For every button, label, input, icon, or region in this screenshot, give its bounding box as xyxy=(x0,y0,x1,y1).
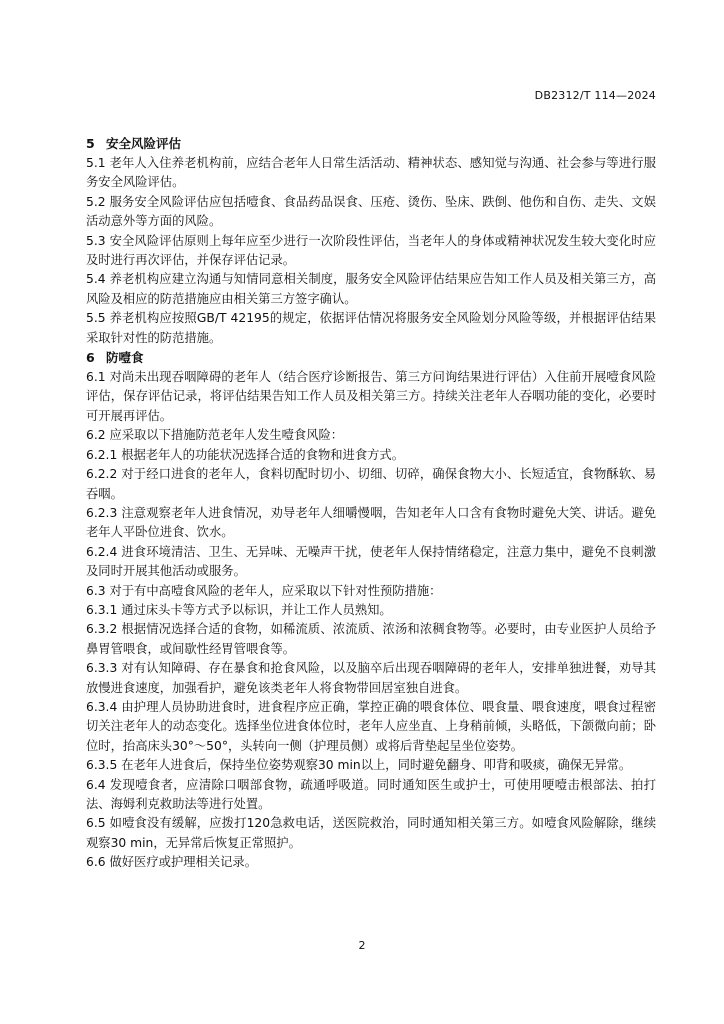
clause-paragraph: 5.4 养老机构应建立沟通与知情同意相关制度，服务安全风险评估结果应告知工作人员及相关第三方，高风险及相应的防范措施应由相关第三方签字确认。 xyxy=(86,272,656,306)
clause-paragraph: 6.4 发现噎食者，应清除口咽部食物，疏通呼吸道。同时通知医生或护士，可使用哽噎击根部法、拍打法、海姆利克救助法等进行处置。 xyxy=(86,777,656,811)
clause-paragraph: 5.2 服务安全风险评估应包括噎食、食品药品误食、压疮、烫伤、坠床、跌倒、他伤和自伤、走失、文娱活动意外等方面的风险。 xyxy=(86,194,656,229)
clause-paragraph: 6.2.3 注意观察老年人进食情况，劝导老年人细嚼慢咽，告知老年人口含有食物时避免大笑、讲话。避免老年人平卧位进食、饮水。 xyxy=(86,505,656,540)
clause-paragraph: 5.3 安全风险评估原则上每年应至少进行一次阶段性评估，当老年人的身体或精神状况发生较大变化时应及时进行再次评估，并保存评估记录。 xyxy=(86,233,656,268)
section-title: 安全风险评估 xyxy=(106,136,182,151)
clause-paragraph: 6.5 如噎食没有缓解，应拨打120急救电话，送医院救治，同时通知相关第三方。如噎食风险解除，继续观察30 min，无异常后恢复正常照护。 xyxy=(86,816,656,850)
clause-paragraph: 6.6 做好医疗或护理相关记录。 xyxy=(86,855,258,870)
clause-paragraph: 5.5 养老机构应按照GB/T 42195的规定，依据评估情况将服务安全风险划分风险等级，并根据评估结果采取针对性的防范措施。 xyxy=(86,311,656,345)
section-heading xyxy=(86,134,656,154)
clause-paragraph: 6.2.1 根据老年人的功能状况选择合适的食物和进食方式。 xyxy=(86,447,405,462)
clause-paragraph: 6.3.1 通过床头卡等方式予以标识，并让工作人员熟知。 xyxy=(86,602,392,617)
clause-paragraph: 6.2.4 进食环境清洁、卫生、无异味、无噪声干扰，使老年人保持情绪稳定，注意力集中，避免不良刺激及同时开展其他活动或服务。 xyxy=(86,544,656,579)
page-number: 2 xyxy=(358,939,366,952)
clause-paragraph: 6.3.4 由护理人员协助进食时，进食程序应正确，掌控正确的喂食体位、喂食量、喂食速度，喂食过程密切关注老年人的动态变化。选择坐位进食体位时，老年人应坐直、上身稍前倾，头略低，下颌微向前；卧位时，抬高床头30°～50°，头转向一侧（护理员侧）或将后背垫起呈坐位姿势。 xyxy=(86,699,656,753)
document-body xyxy=(86,134,656,873)
clause-paragraph: 6.3.3 对有认知障碍、存在暴食和抢食风险，以及脑卒后出现吞咽障碍的老年人，安排单独进餐，劝导其放慢进食速度，加强看护，避免该类老年人将食物带回居室独自进食。 xyxy=(86,661,656,695)
section-number: 6 xyxy=(86,350,95,366)
clause-paragraph: 6.2 应采取以下措施防范老年人发生噎食风险： xyxy=(86,428,344,443)
clause-paragraph: 6.3.2 根据情况选择合适的食物，如稀流质、浓流质、浓汤和浓稠食物等。必要时，由专业医护人员给予鼻胃管喂食，或间歇性经胃管喂食等。 xyxy=(86,622,656,656)
section-6-body xyxy=(86,368,656,873)
clause-paragraph: 6.1 对尚未出现吞咽障碍的老年人（结合医疗诊断报告、第三方问询结果进行评估）入住前开展噎食风险评估，保存评估记录，将评估结果告知工作人员及相关第三方。持续关注老年人吞咽功能的变化，必要时可开展再评估。 xyxy=(86,370,656,423)
clause-paragraph: 5.1 老年人入住养老机构前，应结合老年人日常生活活动、精神状态、感知觉与沟通、社会参与等进行服务安全风险评估。 xyxy=(86,156,656,190)
section-title: 防噎食 xyxy=(106,350,144,366)
clause-paragraph: 6.3.5 在老年人进食后，保持坐位姿势观察30 min以上，同时避免翻身、叩背和吸痰，确保无异常。 xyxy=(86,758,632,773)
document-code: DB2312/T 114—2024 xyxy=(534,89,656,102)
clause-paragraph: 6.2.2 对于经口进食的老年人，食料切配时切小、切细、切碎，确保食物大小、长短适宜，食物酥软、易吞咽。 xyxy=(86,467,656,501)
section-number: 5 xyxy=(86,136,95,151)
clause-paragraph: 6.3 对于有中高噎食风险的老年人，应采取以下针对性预防措施： xyxy=(86,583,442,598)
section-5-body xyxy=(86,154,656,348)
section-heading xyxy=(86,348,656,368)
